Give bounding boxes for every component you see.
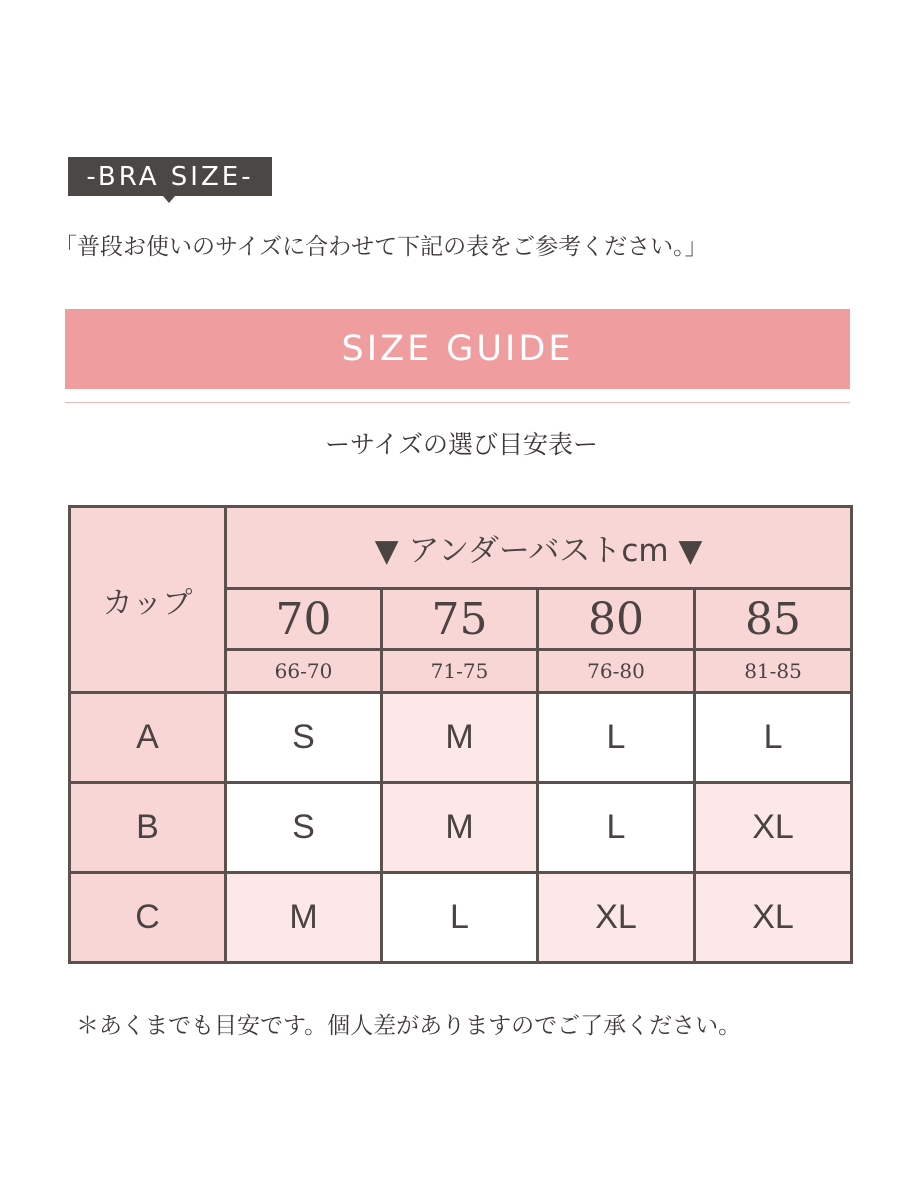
- underbust-header: ▼ アンダーバストcm ▼: [226, 507, 852, 589]
- cup-label: C: [70, 873, 226, 963]
- intro-text: 「普段お使いのサイズに合わせて下記の表をご参考ください。」: [54, 234, 708, 260]
- underbust-range: 76-80: [538, 650, 695, 693]
- size-cell: XL: [538, 873, 695, 963]
- size-cell: L: [538, 783, 695, 873]
- underbust-range: 66-70: [226, 650, 382, 693]
- cup-label: B: [70, 783, 226, 873]
- size-cell: M: [226, 873, 382, 963]
- underbust-size: 70: [226, 589, 382, 650]
- bra-size-tag-label: -BRA SIZE-: [86, 161, 254, 192]
- size-guide-banner: [65, 309, 850, 389]
- size-cell: XL: [695, 783, 852, 873]
- cup-header: カップ: [70, 507, 226, 693]
- size-cell: XL: [695, 873, 852, 963]
- size-cell: S: [226, 783, 382, 873]
- size-cell: L: [695, 693, 852, 783]
- underbust-size: 80: [538, 589, 695, 650]
- size-cell: L: [382, 873, 538, 963]
- size-table: [68, 505, 853, 964]
- size-cell: M: [382, 783, 538, 873]
- underbust-size: 75: [382, 589, 538, 650]
- divider: [65, 402, 850, 403]
- size-cell: L: [538, 693, 695, 783]
- cup-label: A: [70, 693, 226, 783]
- bra-size-tag: [68, 157, 272, 196]
- underbust-size: 85: [695, 589, 852, 650]
- table-row: [70, 783, 852, 873]
- table-row: [70, 693, 852, 783]
- disclaimer-note: ＊あくまでも目安です。個人差がありますのでご了承ください。: [76, 1013, 742, 1039]
- size-cell: S: [226, 693, 382, 783]
- tag-pointer: [163, 196, 175, 203]
- size-cell: M: [382, 693, 538, 783]
- underbust-range: 71-75: [382, 650, 538, 693]
- table-row: [70, 873, 852, 963]
- size-guide-title: SIZE GUIDE: [341, 329, 574, 369]
- table-subtitle: ーサイズの選び目安表ー: [324, 430, 598, 459]
- underbust-range: 81-85: [695, 650, 852, 693]
